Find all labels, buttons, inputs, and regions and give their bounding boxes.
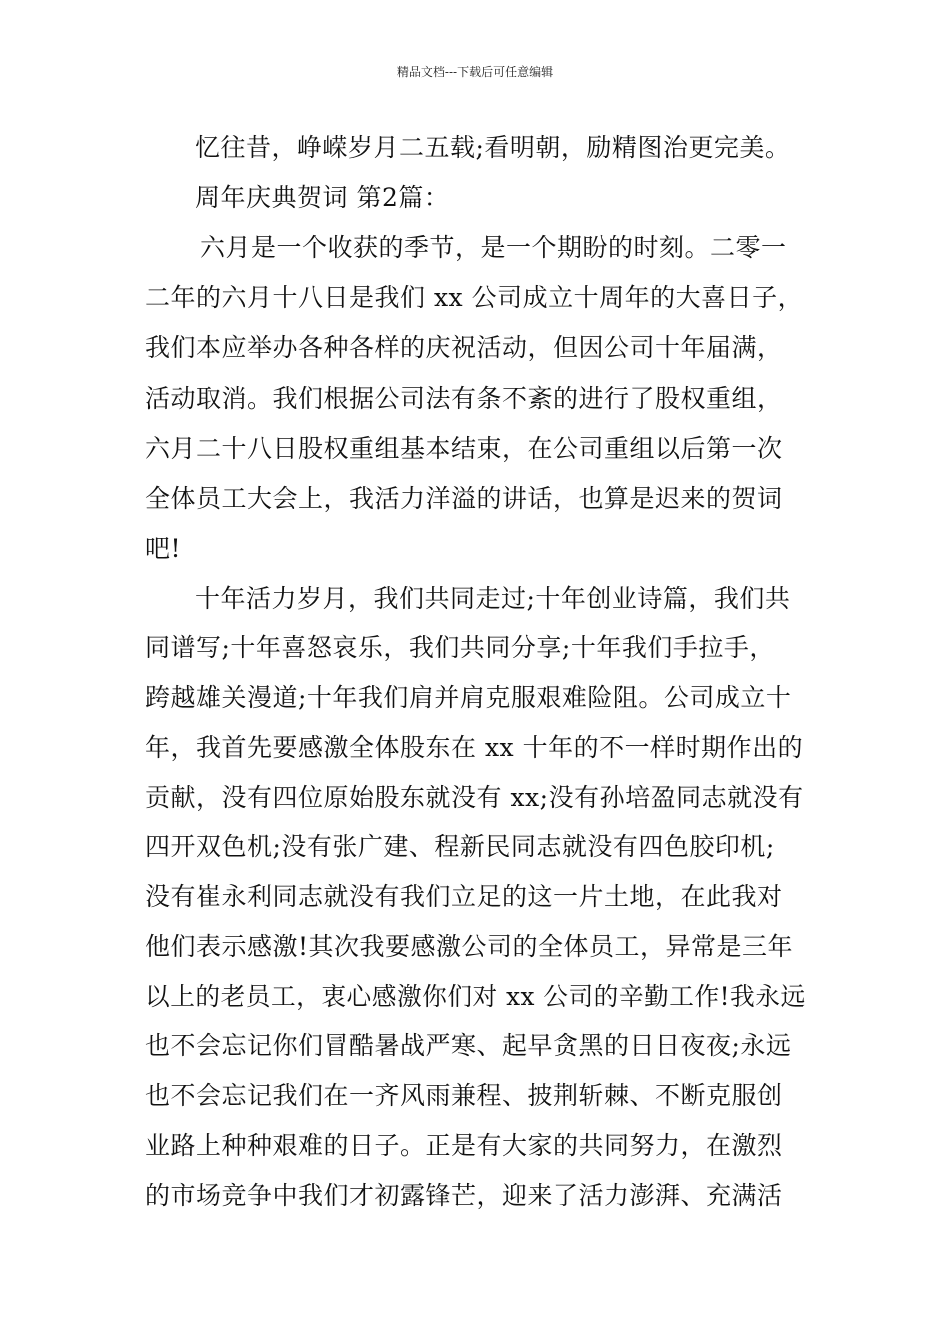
text-line: 全体员工大会上，我活力洋溢的讲话，也算是迟来的贺词 [145,484,783,513]
text-line: 也不会忘记我们在一齐风雨兼程、披荆斩棘、不断克服创 [145,1081,783,1110]
text-line: 六月是一个收获的季节，是一个期盼的时刻。二零一 [200,233,787,262]
text-line: 跨越雄关漫道;十年我们肩并肩克服艰难险阻。公司成立十 [145,683,792,712]
text-line: 同谱写;十年喜怒哀乐，我们共同分享;十年我们手拉手， [145,633,775,662]
text-line: 四开双色机;没有张广建、程新民同志就没有四色胶印机; [145,832,775,861]
text-line: 业路上种种艰难的日子。正是有大家的共同努力，在激烈 [145,1131,783,1160]
text-line: 没有崔永利同志就没有我们立足的这一片土地，在此我对 [145,882,783,911]
text-line: 六月二十八日股权重组基本结束，在公司重组以后第一次 [145,434,783,463]
text-line: 他们表示感激!其次我要感激公司的全体员工，异常是三年 [145,932,794,961]
text-line: 二年的六月十八日是我们 xx 公司成立十周年的大喜日子， [145,283,804,312]
text-line: 年，我首先要感激全体股东在 xx 十年的不一样时期作出的 [145,733,804,762]
text-line: 我们本应举办各种各样的庆祝活动，但因公司十年届满， [145,333,783,362]
text-line: 以上的老员工，衷心感激你们对 xx 公司的辛勤工作!我永远 [145,982,806,1011]
text-line: 也不会忘记你们冒酷暑战严寒、起早贪黑的日日夜夜;永远 [145,1031,792,1060]
text-line: 忆往昔，峥嵘岁月二五载;看明朝，励精图治更完美。 [195,133,791,162]
text-line: 活动取消。我们根据公司法有条不紊的进行了股权重组， [145,384,783,413]
page-header: 精品文档---下载后可任意编辑 [396,65,554,79]
text-line: 十年活力岁月，我们共同走过;十年创业诗篇，我们共 [195,584,791,613]
text-line: 贡献，没有四位原始股东就没有 xx;没有孙培盈同志就没有 [145,783,804,812]
section-heading: 周年庆典贺词 第2篇： [195,183,450,212]
text-line: 的市场竞争中我们才初露锋芒，迎来了活力澎湃、充满活 [145,1181,783,1210]
text-line: 吧! [145,534,182,563]
